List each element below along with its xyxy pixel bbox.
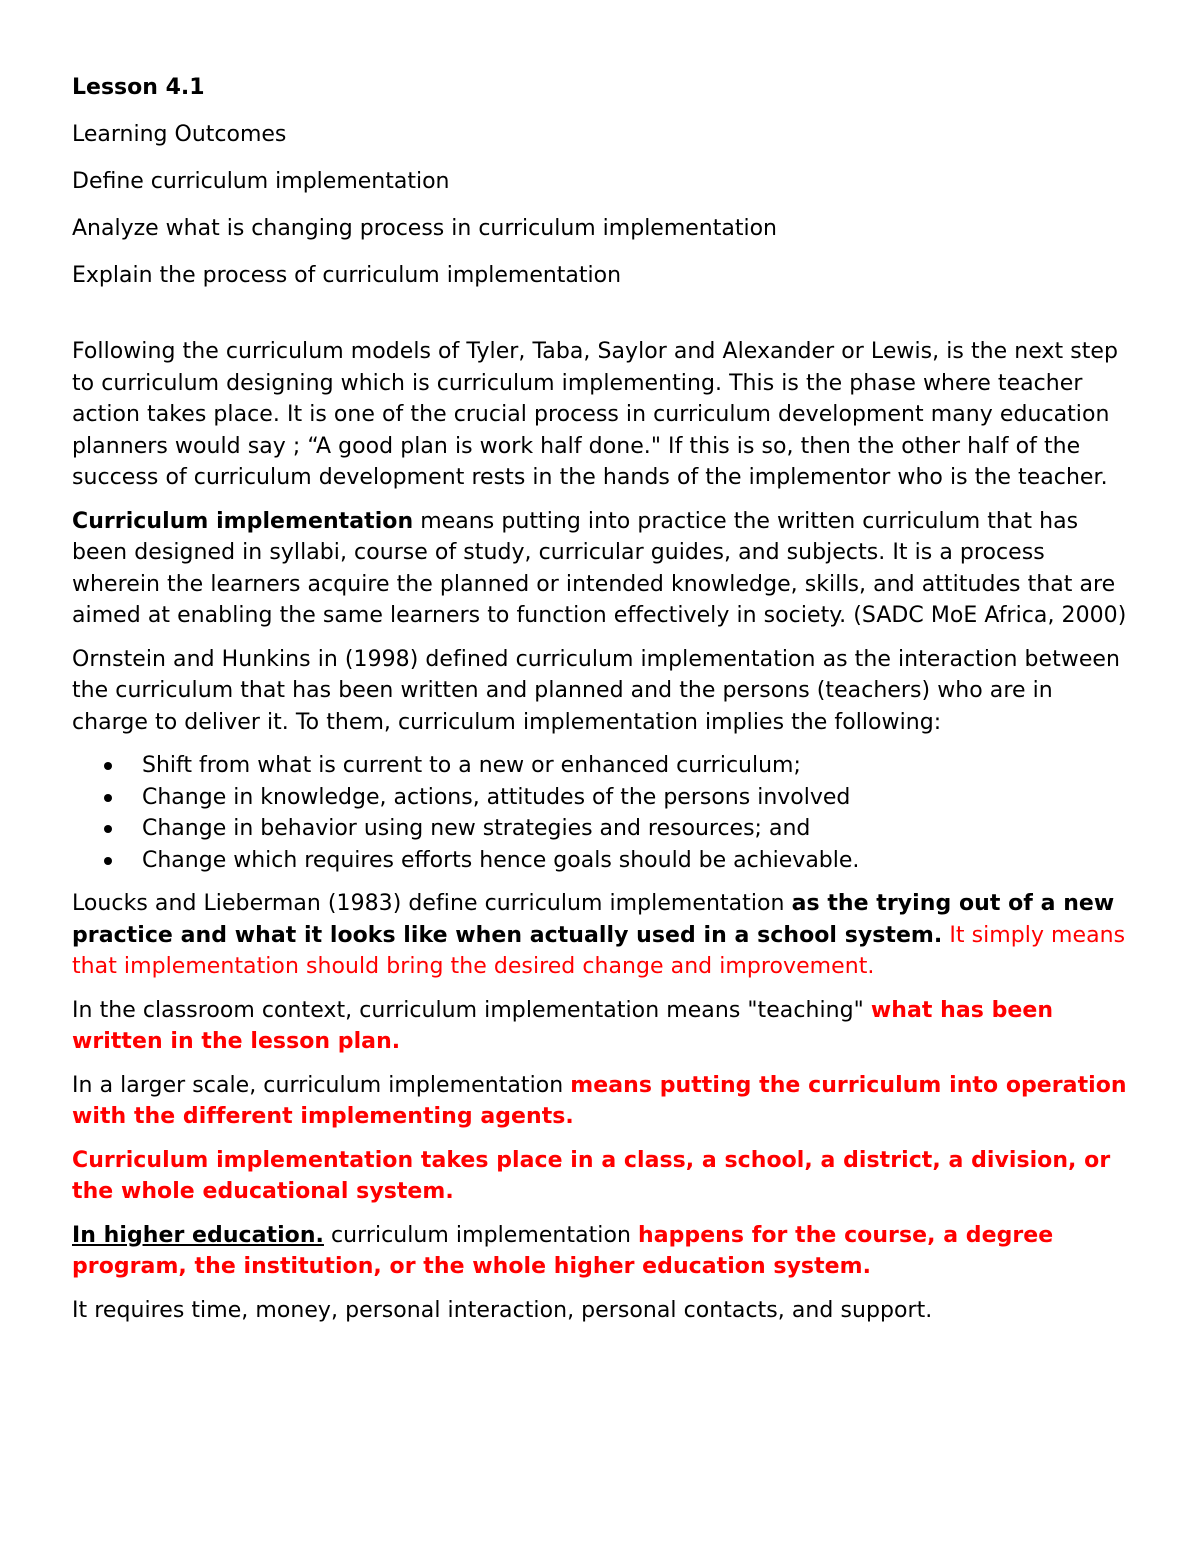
ornstein-paragraph: Ornstein and Hunkins in (1998) defined curriculum implementation as the interaction between the curriculum that has been written and planned and the persons (teachers) who are in charge to deliver it. To them, curriculum implementation implies the following: — [72, 646, 1121, 735]
lesson-heading: Lesson 4.1 — [72, 75, 205, 100]
definition-paragraph — [72, 506, 1128, 632]
classroom-emphasis-text: what has been written in the lesson plan. — [72, 997, 1054, 1054]
list-item — [72, 782, 1128, 814]
bullet-icon — [104, 825, 112, 833]
definition-text: means putting into practice the written curriculum that has been designed in syllabi, course of study, curricular guides, and subjects. It is a process wherein the learners acquire the planned or intended knowledge, skills, and attitudes that are aimed at enabling the same learners to function effectively in society. (SADC MoE Africa, 2000) — [72, 508, 1127, 628]
higher-education-paragraph — [72, 1220, 1128, 1283]
list-item-text: Shift from what is current to a new or enhanced curriculum; — [142, 753, 801, 778]
learning-outcome-item: Explain the process of curriculum implementation — [72, 263, 622, 288]
higher-education-label: In higher education. — [72, 1222, 324, 1248]
implications-list — [72, 750, 1128, 876]
loucks-plain-text: Loucks and Lieberman (1983) define curriculum implementation — [72, 891, 792, 916]
larger-scale-paragraph — [72, 1070, 1128, 1133]
list-item — [72, 750, 1128, 782]
loucks-bold-text: as the trying out of a new practice and what it looks like when actually used in a school system. — [72, 891, 1115, 948]
list-item — [72, 813, 1128, 845]
list-item-text: Change in behavior using new strategies and resources; and — [142, 816, 811, 841]
classroom-paragraph — [72, 995, 1128, 1058]
loucks-red-text: It simply means that implementation should bring the desired change and improvement. — [72, 922, 1126, 979]
list-item-text: Change in knowledge, actions, attitudes of the persons involved — [142, 784, 851, 810]
bullet-icon — [104, 857, 112, 865]
bullet-icon — [104, 794, 112, 802]
takes-place-paragraph: Curriculum implementation takes place in a class, a school, a district, a division, or the whole educational system. — [72, 1147, 1111, 1204]
higher-education-plain-text: curriculum implementation — [323, 1222, 638, 1248]
larger-scale-plain-text: In a larger scale, curriculum implementation — [72, 1072, 571, 1098]
larger-scale-emphasis-text: means putting the curriculum into operation with the different implementing agents. — [72, 1072, 1127, 1129]
list-item — [72, 845, 1128, 877]
learning-outcomes-title: Learning Outcomes — [72, 122, 287, 147]
bullet-icon — [104, 762, 112, 770]
list-item-text: Change which requires efforts hence goals should be achievable. — [142, 847, 860, 873]
loucks-paragraph — [72, 888, 1128, 983]
definition-term: Curriculum implementation — [72, 508, 414, 534]
intro-paragraph: Following the curriculum models of Tyler, Taba, Saylor and Alexander or Lewis, is the next step to curriculum designing which is curriculum implementing. This is the phase where teacher action takes place. It is one of the crucial process in curriculum development many education planners would say ; “A good plan is work half done." If this is so, then the other half of the success of curriculum development rests in the hands of the implementor who is the teacher. — [72, 339, 1119, 490]
learning-outcome-item: Analyze what is changing process in curriculum implementation — [72, 216, 777, 241]
higher-education-emphasis-text: happens for the course, a degree program, the institution, or the whole higher education system. — [72, 1222, 1054, 1279]
learning-outcome-item: Define curriculum implementation — [72, 169, 450, 194]
requirements-paragraph: It requires time, money, personal interaction, personal contacts, and support. — [72, 1297, 933, 1323]
classroom-plain-text: In the classroom context, curriculum implementation means "teaching" — [72, 997, 871, 1023]
